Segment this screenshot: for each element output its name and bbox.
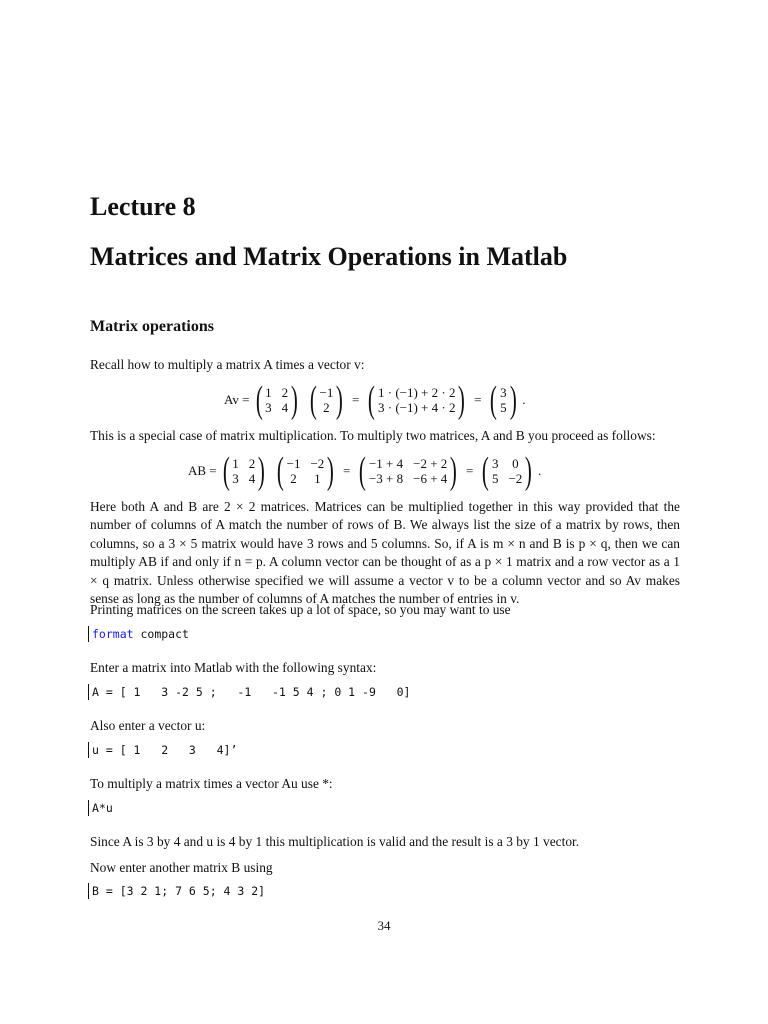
code-text: compact — [133, 627, 189, 641]
eq2-matrix-b: ( −1 −2 2 1 ) — [276, 450, 335, 492]
equals-sign: = — [474, 392, 482, 407]
matrix-entry: 2 — [281, 385, 289, 400]
eq1-lhs: Av = — [224, 392, 250, 407]
matrix-entry: 3 — [232, 471, 239, 486]
eq1-matrix-a: ( 1 2 3 4 ) — [255, 379, 298, 421]
matrix-entry: −3 + 8 — [368, 471, 404, 486]
code-keyword: format — [92, 627, 134, 641]
matrix-entry: 1 — [232, 456, 239, 471]
matrix-entry: 2 — [323, 400, 330, 415]
eq1-vector-v: ( −1 2 ) — [309, 379, 344, 421]
paragraph-matrix-sizes: Here both A and B are 2 × 2 matrices. Matrices can be multiplied together in this way provided that the number of columns of A match the number of rows of B. We always list the size of a matrix by rows, then columns, so a 3 × 5 matrix would have 3 rows and 5 columns. So, if A is m × n and B is p × q, then we can multiply AB if and only if n = p. A column vector can be thought of as a p × 1 matrix and a row vector as a 1 × q matrix. Unless otherwise specified we will assume a vector v to be a column vector and so Av makes sense as long as the number of columns of A matches the number of entries in v. — [90, 499, 680, 607]
matrix-entry: 3 — [265, 400, 272, 415]
matrix-entry: 4 — [248, 471, 256, 486]
code-enter-matrix-a: A = [ 1 3 -2 5 ; -1 -1 5 4 ; 0 1 -9 0] — [88, 684, 411, 700]
paragraph-enter-vector: Also enter a vector u: — [90, 718, 206, 733]
eq2-lhs: AB = — [188, 463, 217, 478]
code-enter-vector-u: u = [ 1 2 3 4]’ — [88, 742, 237, 758]
matrix-entry: 3 — [500, 385, 507, 400]
lecture-label: Lecture 8 — [90, 192, 196, 221]
paragraph-printing: Printing matrices on the screen takes up a lot of space, so you may want to use — [90, 602, 511, 617]
equation-matrix-matrix — [188, 452, 541, 490]
matrix-entry: −2 + 2 — [413, 456, 448, 471]
equals-sign: = — [465, 463, 474, 478]
matrix-entry: −1 — [319, 385, 334, 400]
matrix-entry: 0 — [512, 456, 519, 471]
page-title: Matrices and Matrix Operations in Matlab — [90, 242, 568, 271]
eq2-matrix-a: ( 1 2 3 4 ) — [222, 450, 266, 492]
code-multiply-au: A*u — [88, 800, 113, 816]
eq1-result: ( 3 5 ) — [490, 379, 517, 421]
eq2-result: ( 3 0 5 −2 ) — [482, 450, 533, 492]
matrix-entry: −2 — [310, 456, 325, 471]
paragraph-enter-b: Now enter another matrix B using — [90, 860, 273, 875]
page-number: 34 — [377, 918, 391, 933]
matrix-entry: 1 — [314, 471, 321, 486]
code-format-compact — [88, 626, 189, 642]
matrix-entry: 2 — [248, 456, 256, 471]
matrix-entry: 1 — [265, 385, 272, 400]
section-heading: Matrix operations — [90, 318, 214, 335]
code-enter-matrix-b: B = [3 2 1; 7 6 5; 4 3 2] — [88, 883, 265, 899]
equation-matrix-vector — [224, 381, 526, 419]
equals-sign: = — [342, 463, 351, 478]
eq2-period: . — [537, 463, 542, 478]
matrix-entry: 5 — [500, 400, 507, 415]
matrix-entry: 1 · (−1) + 2 · 2 — [377, 385, 456, 400]
matrix-entry: −1 + 4 — [368, 456, 404, 471]
matrix-entry: 3 — [491, 456, 499, 471]
matrix-entry: 2 — [290, 471, 297, 486]
paragraph-enter-matrix: Enter a matrix into Matlab with the following syntax: — [90, 660, 377, 675]
matrix-entry: −1 — [286, 456, 301, 471]
matrix-entry: 5 — [491, 471, 499, 486]
matrix-entry: 3 · (−1) + 4 · 2 — [377, 400, 456, 415]
eq1-period: . — [522, 392, 526, 407]
equals-sign: = — [351, 392, 360, 407]
matrix-entry: 4 — [281, 400, 289, 415]
eq1-expanded: ( 1 · (−1) + 2 · 2 3 · (−1) + 4 · 2 ) — [368, 379, 466, 421]
paragraph-valid: Since A is 3 by 4 and u is 4 by 1 this multiplication is valid and the result is a 3 by 1 vector. — [90, 834, 580, 849]
paragraph-multiply: To multiply a matrix times a vector Au use *: — [90, 776, 333, 791]
paragraph-special-case: This is a special case of matrix multiplication. To multiply two matrices, A and B you proceed as follows: — [90, 428, 656, 443]
matrix-entry: −6 + 4 — [413, 471, 448, 486]
matrix-entry: −2 — [508, 471, 523, 486]
eq2-expanded: ( −1 + 4 −2 + 2 −3 + 8 −6 + 4 ) — [359, 450, 458, 492]
paragraph-recall: Recall how to multiply a matrix A times a vector v: — [90, 357, 365, 372]
